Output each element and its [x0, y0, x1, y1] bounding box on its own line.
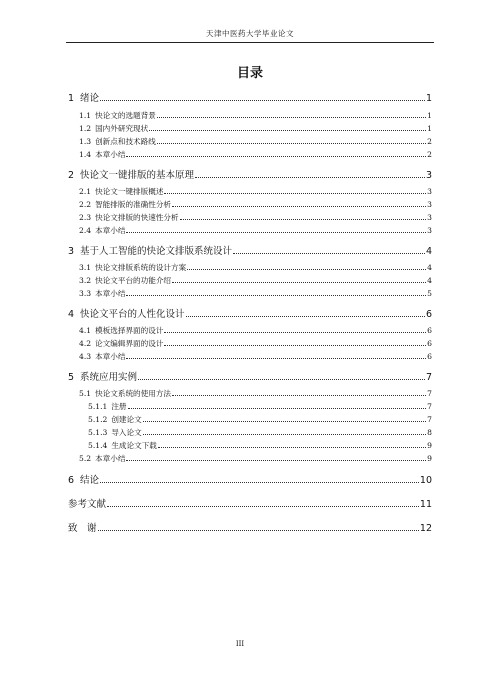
toc-entry-page: 3 — [425, 170, 432, 181]
toc-entry-number: 2 — [68, 170, 75, 181]
toc-entry-page: 3 — [427, 213, 432, 222]
dot-leader — [126, 358, 426, 359]
toc-entry-page: 9 — [427, 441, 432, 450]
toc-entry-page: 1 — [427, 124, 432, 133]
toc-entry-page: 4 — [427, 263, 432, 272]
toc-entry-text: 快论文系统的使用方法 — [95, 389, 172, 398]
toc-entry-number: 3.3 — [79, 289, 92, 298]
toc-entry-4-3[interactable] — [79, 351, 432, 362]
toc-entry-number: 1.3 — [79, 137, 92, 146]
toc-entry-text: 创建论文 — [111, 415, 142, 424]
toc-entry-number: 2.3 — [79, 213, 92, 222]
toc-entry-text: 模板选择界面的设计 — [95, 326, 164, 335]
dot-leader — [126, 295, 426, 296]
toc-entry-page: 6 — [427, 326, 432, 335]
toc-entry-5-1[interactable] — [79, 388, 432, 399]
toc-entry-page: 9 — [427, 454, 432, 463]
toc-entry-page: 7 — [427, 402, 432, 411]
toc-entry-page: 6 — [425, 309, 432, 320]
dot-leader — [100, 482, 419, 483]
dot-leader — [164, 345, 426, 346]
toc-entry-2-1[interactable] — [79, 186, 432, 197]
dot-leader — [100, 100, 425, 101]
toc-entry-page: 6 — [427, 352, 432, 361]
toc-entry-page: 12 — [419, 523, 432, 534]
toc-entry-1-1[interactable] — [79, 110, 432, 121]
toc-entry-2-2[interactable] — [79, 199, 432, 210]
toc-entry-page: 6 — [427, 339, 432, 348]
toc-entry-text: 本章小结 — [95, 352, 126, 361]
toc-entry-6[interactable] — [68, 472, 432, 486]
toc-entry-page: 4 — [427, 276, 432, 285]
toc-entry-page: 4 — [425, 246, 432, 257]
toc-entry-3-3[interactable] — [79, 288, 432, 299]
toc-entry-number: 2.2 — [79, 200, 92, 209]
toc-entry-5-2[interactable] — [79, 453, 432, 464]
toc-entry-number: 1.2 — [79, 124, 92, 133]
toc-entry-page: 7 — [427, 389, 432, 398]
toc-entry-3-2[interactable] — [79, 275, 432, 286]
dot-leader — [157, 117, 426, 118]
dot-leader — [172, 282, 426, 283]
toc-entry-acknowledgements[interactable] — [68, 520, 432, 534]
toc-entry-references[interactable] — [68, 496, 432, 510]
toc-entry-text: 快论文一键排版概述 — [95, 187, 164, 196]
toc-entry-5-1-3[interactable] — [88, 427, 432, 438]
page-number: III — [235, 640, 245, 648]
toc-entry-page: 11 — [419, 499, 432, 510]
toc-entry-page: 3 — [427, 200, 432, 209]
toc-entry-1-4[interactable] — [79, 149, 432, 160]
toc-entry-page: 3 — [427, 187, 432, 196]
toc-entry-text: 快论文一键排版的基本原理 — [80, 170, 195, 181]
toc-entry-number: 5.2 — [79, 454, 92, 463]
toc-entry-text: 基于人工智能的快论文排版系统设计 — [80, 246, 233, 257]
toc-entry-text: 结论 — [80, 475, 100, 486]
toc-entry-page: 3 — [427, 226, 432, 235]
toc-entry-1[interactable] — [68, 90, 432, 104]
dot-leader — [186, 316, 425, 317]
toc-entry-page: 2 — [427, 137, 432, 146]
toc-entry-text: 快论文排版系统的设计方案 — [95, 263, 187, 272]
toc-entry-number: 3 — [68, 246, 75, 257]
dot-leader — [180, 219, 427, 220]
toc-entry-text: 快论文平台的功能介绍 — [95, 276, 172, 285]
toc-entry-text: 本章小结 — [95, 150, 126, 159]
toc-entry-number: 4 — [68, 309, 75, 320]
dot-leader — [128, 408, 427, 409]
toc-entry-5-1-2[interactable] — [88, 414, 432, 425]
toc-entry-5-1-1[interactable] — [88, 401, 432, 412]
toc-entry-2-4[interactable] — [79, 225, 432, 236]
toc-entry-text: 本章小结 — [95, 454, 126, 463]
toc-entry-page: 5 — [427, 289, 432, 298]
toc-entry-number: 5.1.1 — [88, 402, 108, 411]
dot-leader — [233, 253, 425, 254]
toc-entry-text: 本章小结 — [95, 289, 126, 298]
toc-entry-2[interactable] — [68, 167, 432, 181]
toc-entry-text: 致 谢 — [68, 523, 97, 534]
toc-entry-number: 6 — [68, 475, 75, 486]
toc-entry-number: 2.1 — [79, 187, 92, 196]
toc-entry-number: 1.1 — [79, 111, 92, 120]
toc-entry-1-3[interactable] — [79, 136, 432, 147]
dot-leader — [107, 506, 419, 507]
toc-entry-text: 快论文排版的快速性分析 — [95, 213, 179, 222]
dot-leader — [138, 379, 425, 380]
dot-leader — [157, 143, 426, 144]
toc-entry-number: 5.1.4 — [88, 441, 108, 450]
dot-leader — [187, 269, 426, 270]
toc-entry-3-1[interactable] — [79, 262, 432, 273]
toc-entry-text: 本章小结 — [95, 226, 126, 235]
toc-entry-number: 3.2 — [79, 276, 92, 285]
toc-entry-page: 7 — [427, 415, 432, 424]
dot-leader — [143, 421, 426, 422]
toc-entry-page: 8 — [427, 428, 432, 437]
toc-entry-text: 系统应用实例 — [80, 372, 138, 383]
toc-entry-text: 创新点和技术路线 — [95, 137, 156, 146]
toc-entry-text: 注册 — [111, 402, 127, 411]
page-header: 天津中医药大学毕业论文 — [206, 29, 294, 38]
toc-entry-4-1[interactable] — [79, 325, 432, 336]
dot-leader — [98, 530, 419, 531]
toc-entry-text: 国内外研究现状 — [95, 124, 149, 133]
toc-entry-page: 1 — [425, 93, 432, 104]
toc-entry-5[interactable] — [68, 369, 432, 383]
toc-entry-5-1-4[interactable] — [88, 440, 432, 451]
toc-entry-page: 1 — [427, 111, 432, 120]
dot-leader — [195, 177, 425, 178]
dot-leader — [172, 395, 426, 396]
toc-entry-text: 快论文的选题背景 — [95, 111, 156, 120]
toc-entry-text: 导入论文 — [111, 428, 142, 437]
toc-entry-number: 4.1 — [79, 326, 92, 335]
toc-entry-number: 1 — [68, 93, 75, 104]
dot-leader — [172, 206, 426, 207]
dot-leader — [126, 460, 426, 461]
dot-leader — [143, 434, 426, 435]
toc-entry-text: 智能排版的准确性分析 — [95, 200, 172, 209]
toc-entry-text: 参考文献 — [68, 499, 107, 510]
toc-entry-4-2[interactable] — [79, 338, 432, 349]
toc-entry-3[interactable] — [68, 243, 432, 257]
toc-entry-number: 4.2 — [79, 339, 92, 348]
toc-entry-number: 5.1.2 — [88, 415, 108, 424]
toc-title: 目录 — [236, 66, 263, 81]
dot-leader — [158, 447, 426, 448]
toc-entry-4[interactable] — [68, 306, 432, 320]
toc-entry-number: 5.1 — [79, 389, 92, 398]
toc-entry-number: 2.4 — [79, 226, 92, 235]
dot-leader — [164, 193, 426, 194]
toc-entry-text: 论文编辑界面的设计 — [95, 339, 164, 348]
toc-entry-page: 2 — [427, 150, 432, 159]
toc-entry-number: 3.1 — [79, 263, 92, 272]
toc-entry-text: 快论文平台的人性化设计 — [80, 309, 185, 320]
toc-entry-page: 7 — [425, 372, 432, 383]
toc-entry-page: 10 — [419, 475, 432, 486]
dot-leader — [164, 332, 426, 333]
toc-entry-2-3[interactable] — [79, 212, 432, 223]
dot-leader — [149, 130, 426, 131]
dot-leader — [126, 156, 426, 157]
toc-entry-text: 绪论 — [80, 93, 100, 104]
toc-entry-number: 5 — [68, 372, 75, 383]
toc-entry-1-2[interactable] — [79, 123, 432, 134]
toc-entry-number: 1.4 — [79, 150, 92, 159]
toc-entry-text: 生成论文下载 — [111, 441, 157, 450]
dot-leader — [126, 232, 426, 233]
toc-entry-number: 4.3 — [79, 352, 92, 361]
toc-entry-number: 5.1.3 — [88, 428, 108, 437]
